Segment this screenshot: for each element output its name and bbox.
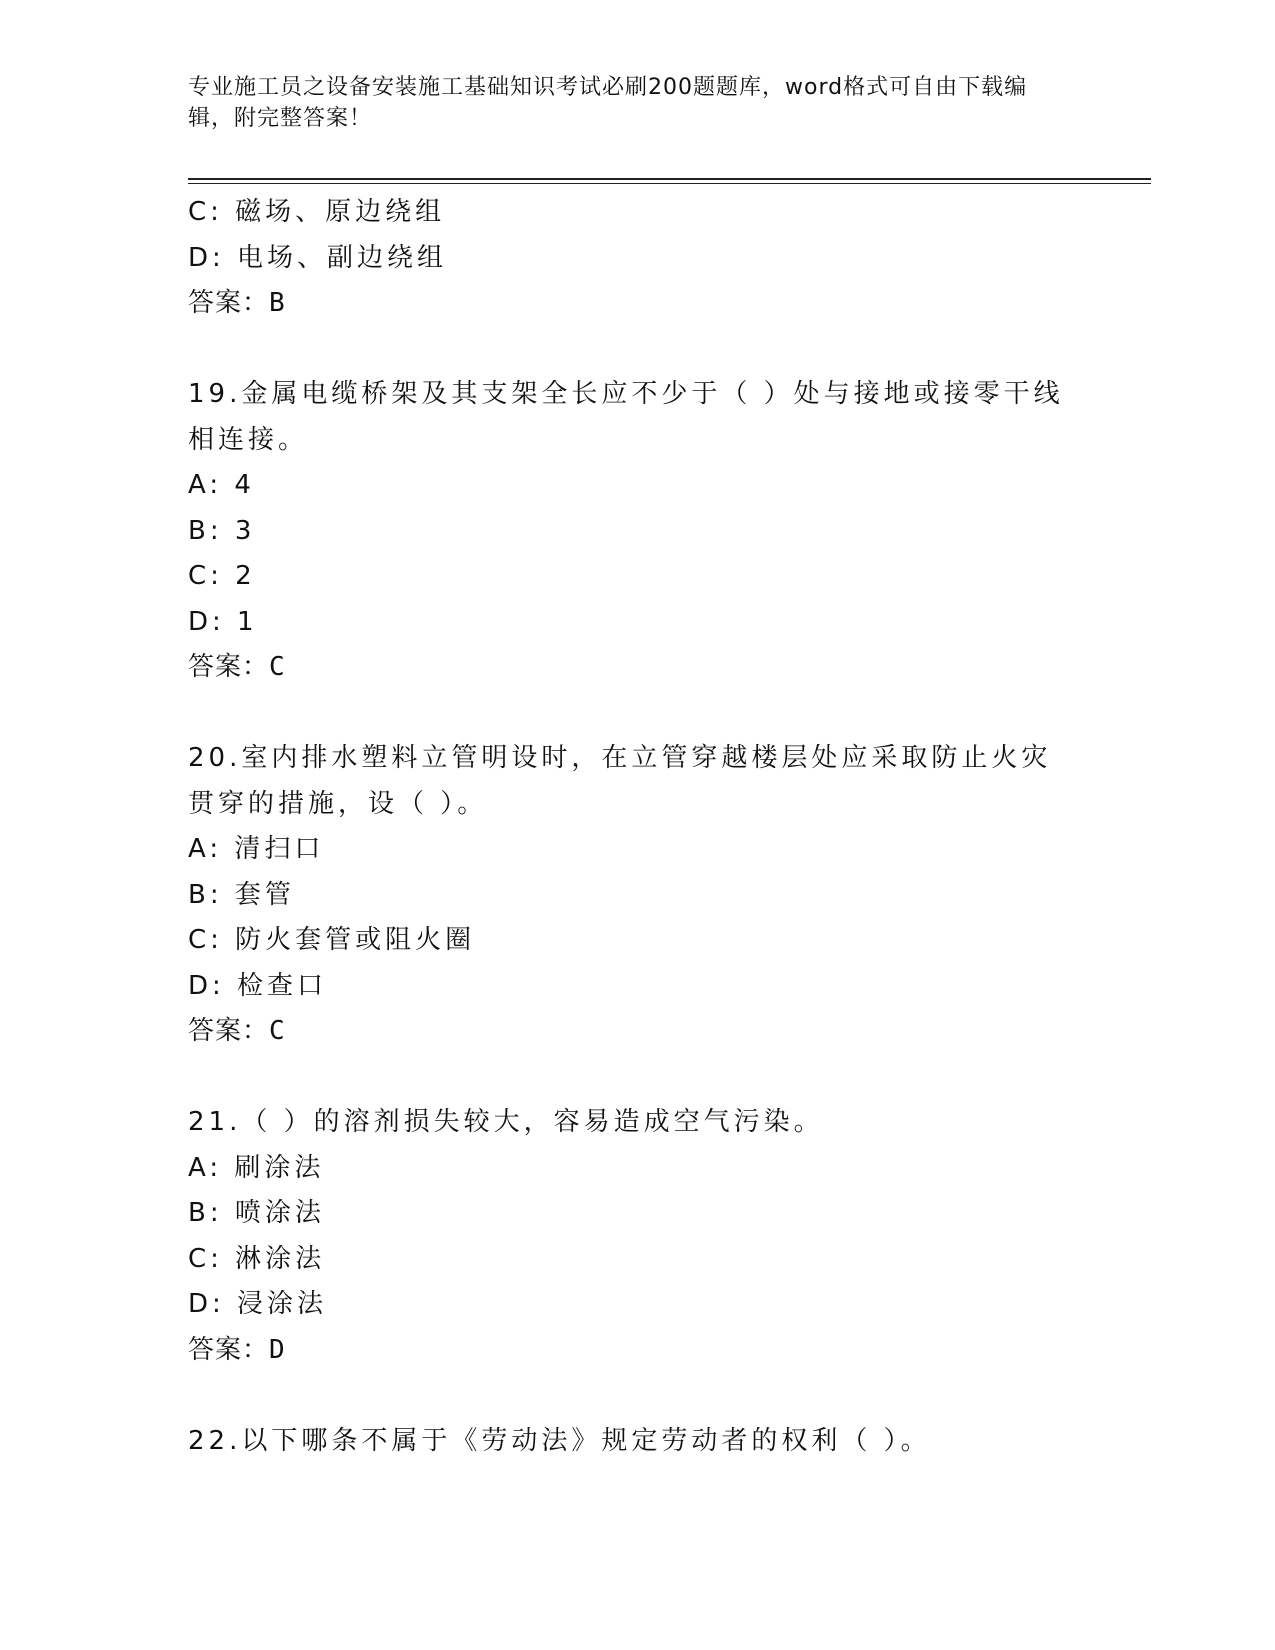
question-text: 20.室内排水塑料立管明设时，在立管穿越楼层处应采取防止火灾贯穿的措施，设（ ）。 xyxy=(188,743,1052,819)
option-d: D: 浸涂法 xyxy=(188,1289,328,1319)
spacer xyxy=(188,1373,1088,1419)
header-divider-thin xyxy=(188,183,1151,184)
option-a: A: 刷涂法 xyxy=(188,1152,325,1183)
spacer xyxy=(188,1055,1088,1101)
answer-line: 答案：C xyxy=(188,1016,286,1046)
answer-line: 答案：B xyxy=(188,288,286,318)
question-text: 19.金属电缆桥架及其支架全长应不少于（ ）处与接地或接零干线相连接。 xyxy=(188,379,1064,455)
option-b: B: 套管 xyxy=(188,879,295,910)
header-divider-thick xyxy=(188,178,1151,180)
option-c: C: 淋涂法 xyxy=(188,1243,326,1274)
question-21 xyxy=(188,1100,1088,1373)
option-d: D: 1 xyxy=(188,606,258,637)
question-text: 22.以下哪条不属于《劳动法》规定劳动者的权利（ ）。 xyxy=(188,1425,931,1456)
previous-question-tail xyxy=(188,190,1088,327)
option-d: D: 电场、副边绕组 xyxy=(188,242,448,273)
option-b: B: 3 xyxy=(188,515,256,546)
option-c: C: 磁场、原边绕组 xyxy=(188,197,446,227)
option-a: A: 4 xyxy=(188,470,255,500)
document-header: 专业施工员之设备安装施工基础知识考试必刷200题题库，word格式可自由下载编辑，附完整答案！ xyxy=(188,75,1028,131)
answer-line: 答案：C xyxy=(188,652,286,682)
option-c: C: 防火套管或阻火圈 xyxy=(188,925,476,955)
spacer xyxy=(188,691,1088,737)
question-text: 21.（ ）的溶剂损失较大，容易造成空气污染。 xyxy=(188,1107,824,1137)
question-19 xyxy=(188,372,1088,691)
question-20 xyxy=(188,736,1088,1055)
option-b: B: 喷涂法 xyxy=(188,1198,325,1228)
answer-line: 答案：D xyxy=(188,1334,286,1365)
option-a: A: 清扫口 xyxy=(188,834,325,864)
option-c: C: 2 xyxy=(188,561,256,591)
spacer xyxy=(188,327,1088,373)
question-list xyxy=(188,190,1088,1464)
option-d: D: 检查口 xyxy=(188,970,328,1001)
question-22 xyxy=(188,1419,1088,1465)
